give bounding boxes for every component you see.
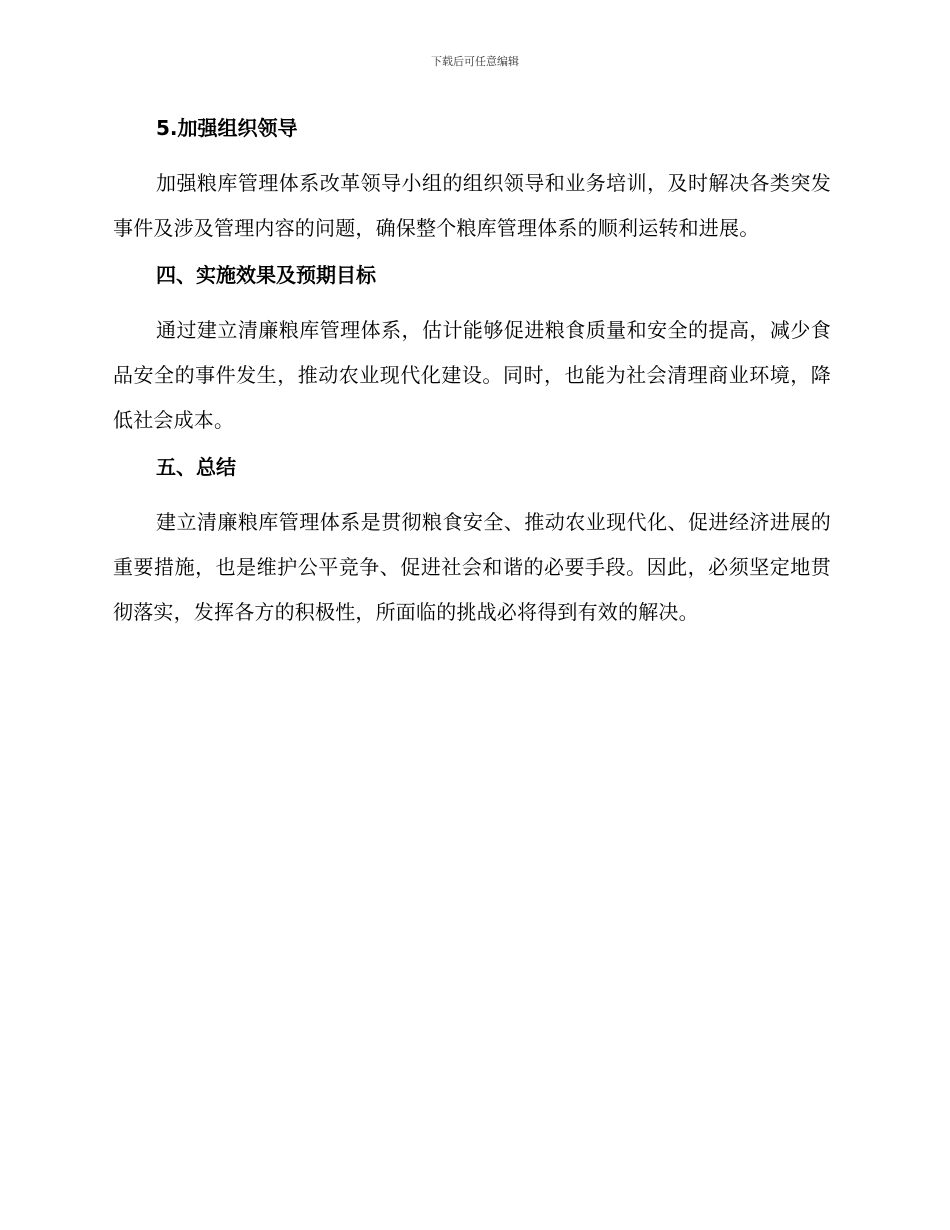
- section-paragraph-summary: 建立清廉粮库管理体系是贯彻粮食安全、推动农业现代化、促进经济进展的重要措施，也是维护公平竞争、促进社会和谐的必要手段。因此，必须坚定地贯彻落实，发挥各方的积极性，所面临的挑战必将得到有效的解决。: [113, 510, 831, 624]
- section-paragraph-effects-goals: 通过建立清廉粮库管理体系，估计能够促进粮食质量和安全的提高，减少食品安全的事件发生，推动农业现代化建设。同时，也能为社会清理商业环境，降低社会成本。: [113, 318, 831, 432]
- section-heading-effects-goals: 四、实施效果及预期目标: [156, 263, 376, 287]
- section-paragraph-leadership: 加强粮库管理体系改革领导小组的组织领导和业务培训，及时解决各类突发事件及涉及管理内容的问题，确保整个粮库管理体系的顺利运转和进展。: [113, 171, 831, 240]
- section-heading-leadership: 5.加强组织领导: [156, 116, 298, 140]
- section-heading-summary: 五、总结: [156, 455, 236, 479]
- page-header-note: 下载后可任意编辑: [431, 55, 519, 68]
- document-body: [113, 110, 831, 641]
